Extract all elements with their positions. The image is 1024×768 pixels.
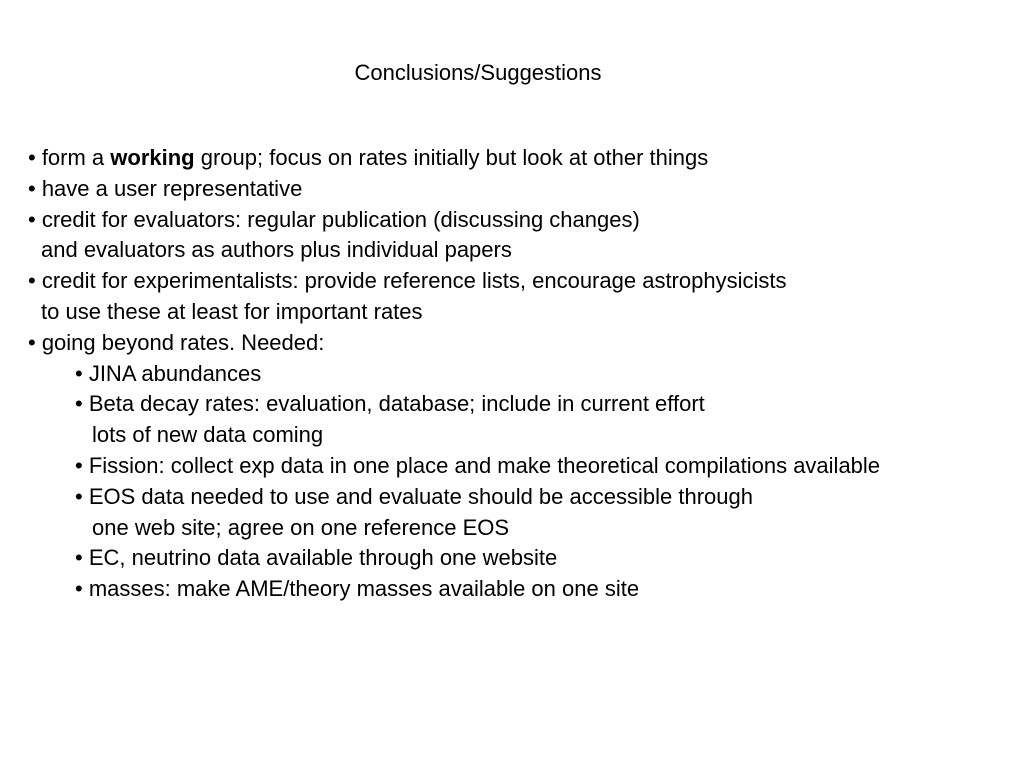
- subbullet-ec-neutrino: • EC, neutrino data available through one website: [75, 545, 558, 571]
- subbullet-masses: • masses: make AME/theory masses available on one site: [75, 576, 640, 602]
- bullet-working-group-bold: working: [110, 145, 195, 170]
- bullet-credit-evaluators-cont: and evaluators as authors plus individual papers: [41, 237, 512, 263]
- subbullet-eos-data-cont: one web site; agree on one reference EOS: [92, 514, 510, 540]
- subbullet-eos-data: • EOS data needed to use and evaluate should be accessible through: [75, 483, 753, 509]
- bullet-working-group: [28, 143, 1018, 174]
- slide-title: Conclusions/Suggestions: [354, 60, 602, 85]
- bullet-list: [28, 143, 1018, 605]
- subbullet-beta-decay-cont: lots of new data coming: [92, 422, 324, 448]
- bullet-credit-experimentalists: • credit for experimentalists: provide reference lists, encourage astrophysicists: [28, 268, 787, 294]
- bullet-user-representative: • have a user representative: [28, 175, 303, 201]
- bullet-credit-evaluators: • credit for evaluators: regular publication (discussing changes): [28, 206, 640, 232]
- bullet-credit-experimentalists-cont: to use these at least for important rates: [41, 298, 423, 324]
- subbullet-fission: • Fission: collect exp data in one place and make theoretical compilations available: [75, 452, 881, 478]
- subbullet-jina-abundances: • JINA abundances: [75, 360, 262, 386]
- bullet-beyond-rates: • going beyond rates. Needed:: [28, 329, 325, 355]
- subbullet-beta-decay: • Beta decay rates: evaluation, database; include in current effort: [75, 391, 705, 417]
- bullet-working-group-prefix: • form a: [28, 145, 111, 170]
- bullet-working-group-suffix: group; focus on rates initially but look at other things: [194, 145, 709, 170]
